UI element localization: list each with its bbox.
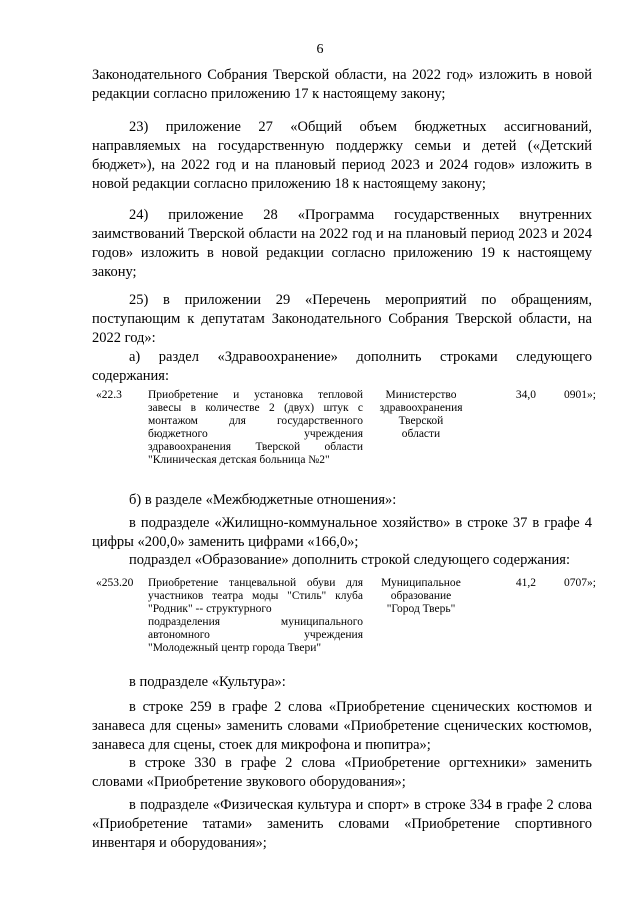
recipient-line: Министерство <box>385 389 457 401</box>
description-line: "Родник" -- структурного <box>148 603 272 615</box>
description-line: Приобретение и установка тепловой <box>148 389 363 401</box>
table-row-education <box>96 577 596 659</box>
recipient-line: образование <box>390 590 452 602</box>
table-row-healthcare <box>96 389 596 471</box>
description-line: "Клиническая детская больница №2" <box>148 454 330 466</box>
paragraph-sport: в подразделе «Физическая культура и спорт» в строке 334 в графе 2 слова «Приобретение татами» заменить словами «Приобретение спортивного инвентаря и оборудования»; <box>92 797 592 851</box>
page-number: 6 <box>316 42 324 57</box>
description-line: здравоохранения Тверской области <box>148 441 363 453</box>
row-description <box>148 577 363 655</box>
description-line: Приобретение танцевальной обуви для <box>148 577 363 589</box>
paragraph-item-25: 25) в приложении 29 «Перечень мероприятий по обращениям, поступающим к депутатам Законодательного Собрания Тверской области, на 2022 год»: <box>92 292 592 346</box>
row-recipient <box>371 389 471 441</box>
description-line: участников театра моды "Стиль" клуба <box>148 590 363 602</box>
paragraph-item-23: 23) приложение 27 «Общий объем бюджетных ассигнований, направляемых на государственную поддержку семьи и детей («Детский бюджет»), на 2022 год и на плановый период 2023 и 2024 годов» изложить в новой редакции согласно приложению 18 к настоящему закону; <box>92 119 592 192</box>
description-line: монтажом для государственного <box>148 415 363 427</box>
paragraph-education: подраздел «Образование» дополнить строкой следующего содержания: <box>129 552 571 568</box>
recipient-line: Тверской <box>398 415 444 427</box>
row-amount: 34,0 <box>515 389 536 401</box>
paragraph-housing: в подразделе «Жилищно-коммунальное хозяйство» в строке 37 в графе 4 цифры «200,0» заменить цифрами «166,0»; <box>92 515 592 550</box>
recipient-line: "Город Тверь" <box>386 603 456 615</box>
recipient-line: Муниципальное <box>381 577 461 589</box>
paragraph-culture: в подразделе «Культура»: <box>129 674 286 690</box>
row-amount: 41,2 <box>515 577 536 589</box>
paragraph-item-24: 24) приложение 28 «Программа государственных внутренних заимствований Тверской области на 2022 год и на плановый период 2023 и 2024 годов» изложить в новой редакции согласно приложению 19 к настоящему закону; <box>92 207 592 280</box>
paragraph-item-b: б) в разделе «Межбюджетные отношения»: <box>129 492 397 508</box>
paragraph-appendix-17: Законодательного Собрания Тверской области, на 2022 год» изложить в новой редакции согласно приложению 17 к настоящему закону; <box>92 67 592 102</box>
recipient-line: области <box>401 428 441 440</box>
description-line: автономного учреждения <box>148 629 363 641</box>
row-code: 0707»; <box>564 577 596 589</box>
paragraph-row-259: в строке 259 в графе 2 слова «Приобретение сценических костюмов и занавеса для сцены» заменить словами «Приобретение сценических костюмов, занавеса для сцены, стоек для микрофона и пюпитра»; <box>92 699 592 753</box>
row-number: «253.20 <box>96 577 134 589</box>
row-description <box>148 389 363 467</box>
paragraph-item-a: а) раздел «Здравоохранение» дополнить строками следующего содержания: <box>92 349 592 384</box>
paragraph-row-330: в строке 330 в графе 2 слова «Приобретение оргтехники» заменить словами «Приобретение звукового оборудования»; <box>92 755 592 790</box>
description-line: завесы в количестве 2 (двух) штук с <box>148 402 363 414</box>
description-line: подразделения муниципального <box>148 616 363 628</box>
row-code: 0901»; <box>564 389 596 401</box>
row-number: «22.3 <box>96 389 122 401</box>
description-line: "Молодежный центр города Твери" <box>148 642 322 654</box>
description-line: бюджетного учреждения <box>148 428 363 440</box>
recipient-line: здравоохранения <box>379 402 463 414</box>
row-recipient <box>371 577 471 616</box>
